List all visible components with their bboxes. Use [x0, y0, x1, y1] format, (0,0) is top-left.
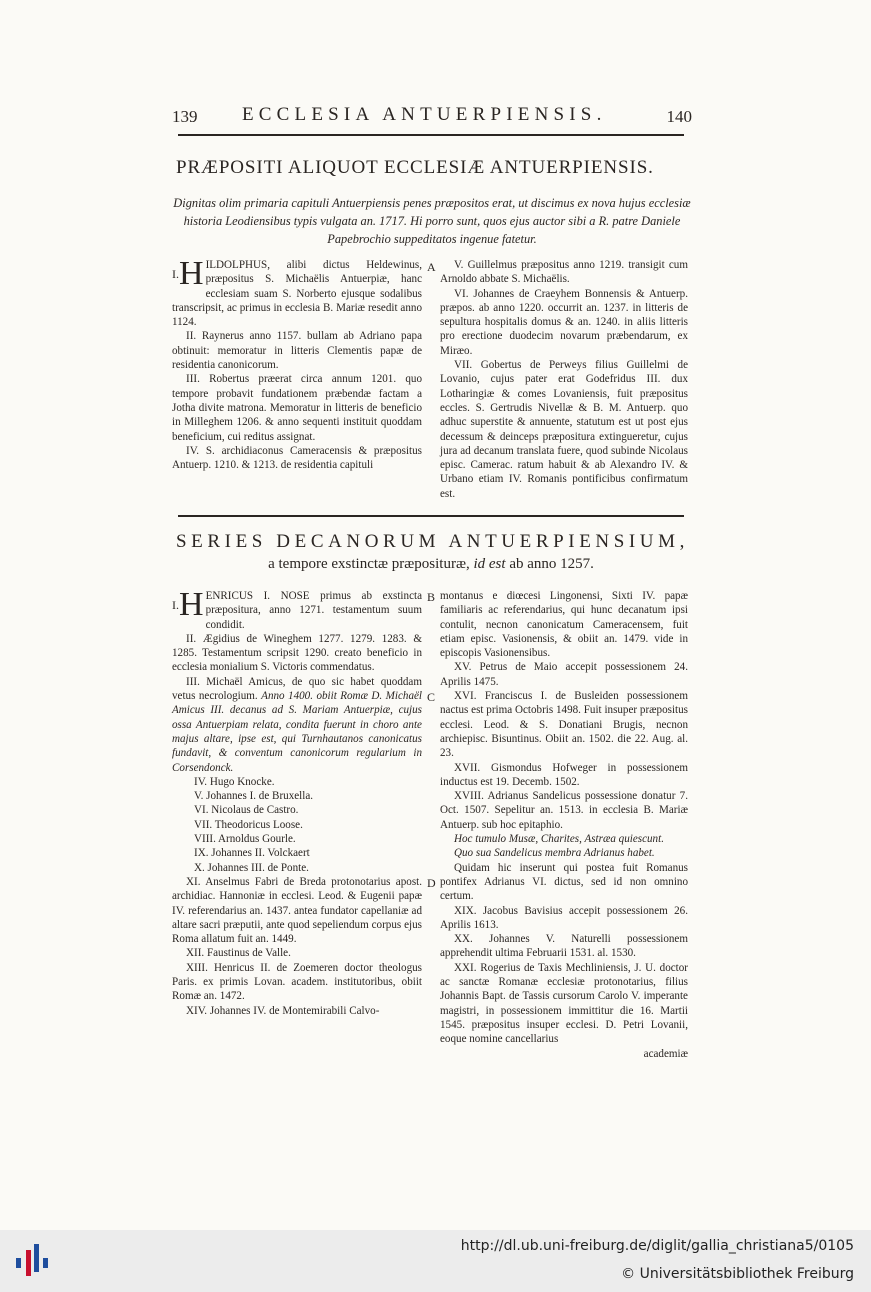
source-url[interactable]: http://dl.ub.uni-freiburg.de/diglit/gallia_christiana5/0105: [460, 1238, 854, 1254]
section-subtitle: a tempore exstinctæ præposituræ, id est ab anno 1257.: [268, 556, 594, 572]
entry-hildolphus: $^{I.}$H ILDOLPHUS, alibi dictus Heldewinus, præpositus S. Michaëlis Antuerpiæ, hanc ecclesiam suam S. Norberto ejusque sodalibus transcripsit, ac primus in ecclesia B. Mariæ resedit anno 1124.: [172, 255, 422, 329]
drop-cap: $^{I.}$H: [172, 586, 204, 623]
entry-raynerus: II. Raynerus anno 1157. bullam ab Adriano papa obtinuit: memoratur in litteris Clementis papæ de residentia canonicorum.: [172, 330, 422, 372]
section-title-praepositi: PRÆPOSITI ALIQUOT ECCLESIÆ ANTUERPIENSIS.: [176, 157, 654, 178]
list-item: VIII. Arnoldus Gourle.: [194, 833, 296, 846]
logo-bar: [34, 1244, 39, 1272]
entry-taxis: XXI. Rogerius de Taxis Mechliniensis, J. U. doctor ac sanctæ Romanæ ecclesiæ protonotarius, filius Johannis Bapt. de Tassis cursorum Carolo V. imperante magistri, in possessionem immittitur die 16. Martii 1545. præpositus insuper ecclesi. D. Petri Lovanii, eoque nomine cancellarius: [440, 961, 688, 1046]
margin-letter-c: C: [427, 690, 436, 704]
entry-petrus-de-maio: XV. Petrus de Maio accepit possessionem 24. Aprilis 1475.: [440, 661, 688, 688]
running-head-title: ECCLESIA ANTUERPIENSIS.: [242, 104, 607, 125]
entry-johannes-iv: XIV. Johannes IV. de Montemirabili Calvo-: [186, 1004, 380, 1017]
running-head: [172, 104, 692, 134]
section1-right-column: [440, 258, 688, 501]
ub-freiburg-logo-icon: [14, 1240, 50, 1280]
entry-gobertus: VII. Gobertus de Perweys filius Guillelmi de Lovanio, cujus pater erat Godefridus III. dux Lotharingiæ & comes Lovaniensis, fuit præpositus eccles. S. Gertrudis Nivellæ & B. M. Antuerp. quo adhuc superstite & annuente, statutum est ut post ejus decessum & deinceps præpositura extingueretur, cujus jura ad decanum translata fuere, quod subinde Nicolaus episc. Camerac. ratum habuit & ab Alexandro IV. & Urbano etiam IV. Romanis pontificibus confirmatum est.: [440, 359, 688, 500]
margin-letter-a: A: [427, 260, 436, 274]
entry-bavisius: XIX. Jacobus Bavisius accepit possessionem 26. Aprilis 1613.: [440, 904, 688, 931]
epitaph-line-2: Quo sua Sandelicus membra Adrianus habet.: [454, 847, 655, 860]
section-title-decani: SERIES DECANORUM ANTUERPIENSIUM,: [176, 531, 689, 552]
decani-list: [172, 775, 422, 875]
entry-busleiden: XVI. Franciscus I. de Busleiden possessionem nactus est prima Octobris 1498. Fuit insuper præpositus ecclesi. Leod. & S. Donatiani Brugis, necnon archiepisc. Bisuntinus. Obiit an. 1502. die 22. Aug. al. 23.: [440, 690, 688, 760]
logo-bar: [26, 1250, 31, 1276]
entry-michael-amicus: III. Michaël Amicus, de quo sic habet quoddam vetus necrologium. Anno 1400. obiit Romæ D. Michaël Amicus III. decanus ad S. Mariam Antuerpiæ, cujus ossa Antuerpiam relata, condita fuerunt in choro ante majus altare, ipse est, qui Turnhautanos canonicatus fundavit, & conventum canonicorum regularium in Corsendonck.: [172, 675, 422, 774]
margin-letter-b: B: [427, 590, 436, 604]
entry-robertus: III. Robertus præerat circa annum 1201. quo tempore probavit fundationem præbendæ factam a Jotha divite matrona. Memoratur in litteris de beneficio in Milleghem 1206. & anno sequenti instituit quoddam beneficium, cui reditus assignat.: [172, 373, 422, 443]
copyright-notice: © Universitätsbibliothek Freiburg: [621, 1266, 854, 1282]
catchword: academiæ: [643, 1047, 688, 1060]
logo-bar: [43, 1258, 48, 1268]
list-item: V. Johannes I. de Bruxella.: [194, 790, 314, 803]
list-item: VII. Theodoricus Loose.: [194, 818, 303, 831]
entry-adrianus-vi-note: Quidam hic inserunt qui postea fuit Romanus pontifex Adrianus VI. dictus, sed id non omnino certum.: [440, 861, 688, 903]
drop-cap: $^{I.}$H: [172, 255, 204, 292]
entry-sandelicus: XVIII. Adrianus Sandelicus possessione donatur 7. Oct. 1507. Sepelitur an. 1513. in ecclesia B. Mariæ Antuerp. sub hoc epitaphio.: [440, 790, 688, 831]
list-item: IV. Hugo Knocke.: [194, 775, 275, 788]
entry-henricus-ii: XIII. Henricus II. de Zoemeren doctor theologus Paris. ex primis Lovan. academ. institutoribus, obiit Romæ an. 1472.: [172, 961, 422, 1003]
header-rule: [178, 134, 684, 136]
epitaph-line-1: Hoc tumulo Musæ, Charites, Astræa quiescunt.: [454, 833, 664, 846]
entry-hofweger: XVII. Gismondus Hofweger in possessionem inductus est 19. Decemb. 1502.: [440, 761, 688, 788]
section1-left-column: [172, 255, 422, 472]
page-number-right: 140: [666, 107, 692, 126]
entry-faustinus: XII. Faustinus de Valle.: [186, 947, 291, 960]
entry-craeyhem: VI. Johannes de Craeyhem Bonnensis & Antuerp. præpos. ab anno 1220. occurrit an. 1237. in litteris de sepultura hospitalis domus & an. 1240. in aliis litteris pro erectione duodecim novarum præbendarum, ex Miræo.: [440, 287, 688, 357]
section-divider: [178, 515, 684, 517]
list-item: IX. Johannes II. Volckaert: [194, 847, 310, 860]
margin-letter-d: D: [427, 876, 436, 890]
section-intro: Dignitas olim primaria capituli Antuerpiensis penes præpositos erat, ut discimus ex nova hujus ecclesiæ historia Leodiensibus typis vulgata an. 1717. Hi porro sunt, quos ejus auctor sibi a R. patre Daniele Papebrochio suppeditatos ingenue fatetur.: [173, 196, 691, 246]
logo-bar: [16, 1258, 21, 1268]
entry-naturelli: XX. Johannes V. Naturelli possessionem apprehendit ultima Februarii 1531. al. 1530.: [440, 933, 688, 960]
entry-guillelmus: V. Guillelmus præpositus anno 1219. transigit cum Arnoldo abbate S. Michaëlis.: [440, 259, 688, 286]
entry-henricus-nose: $^{I.}$H ENRICUS I. NOSE primus ab exstincta præpositura, anno 1271. testamentum suum condidit.: [172, 586, 422, 631]
page-number-left: 139: [172, 107, 198, 126]
section2-right-column: [440, 589, 688, 1061]
entry-iv: IV. S. archidiaconus Cameracensis & præpositus Antuerp. 1210. & 1213. de residentia capituli: [172, 444, 422, 472]
entry-montemirabili-cont: montanus e diœcesi Lingonensi, Sixti IV. papæ familiaris ac referendarius, qui hunc decanatum ipsi contulit, necnon canonicatum Cameracensem, fuit etiam episc. Vasionensis, & obiit an. 1479. vide in episcopis Vasionensibus.: [440, 590, 688, 660]
section2-left-column: [172, 586, 422, 1018]
entry-aegidius: II. Ægidius de Wineghem 1277. 1279. 1283. & 1285. Testamentum scripsit 1290. creato beneficio in ecclesia monialium S. Victoris commendatus.: [172, 632, 422, 674]
list-item: VI. Nicolaus de Castro.: [194, 804, 299, 817]
list-item: X. Johannes III. de Ponte.: [194, 861, 309, 874]
entry-anselmus: XI. Anselmus Fabri de Breda protonotarius apost. archidiac. Hannoniæ in ecclesi. Leod. & Eugenii papæ IV. referendarius an. 1437. antea fundator capellaniæ ad altare sacri præputii, ante quod sepeliendum corpus ejus Roma allatum fuit an. 1449.: [172, 875, 422, 946]
